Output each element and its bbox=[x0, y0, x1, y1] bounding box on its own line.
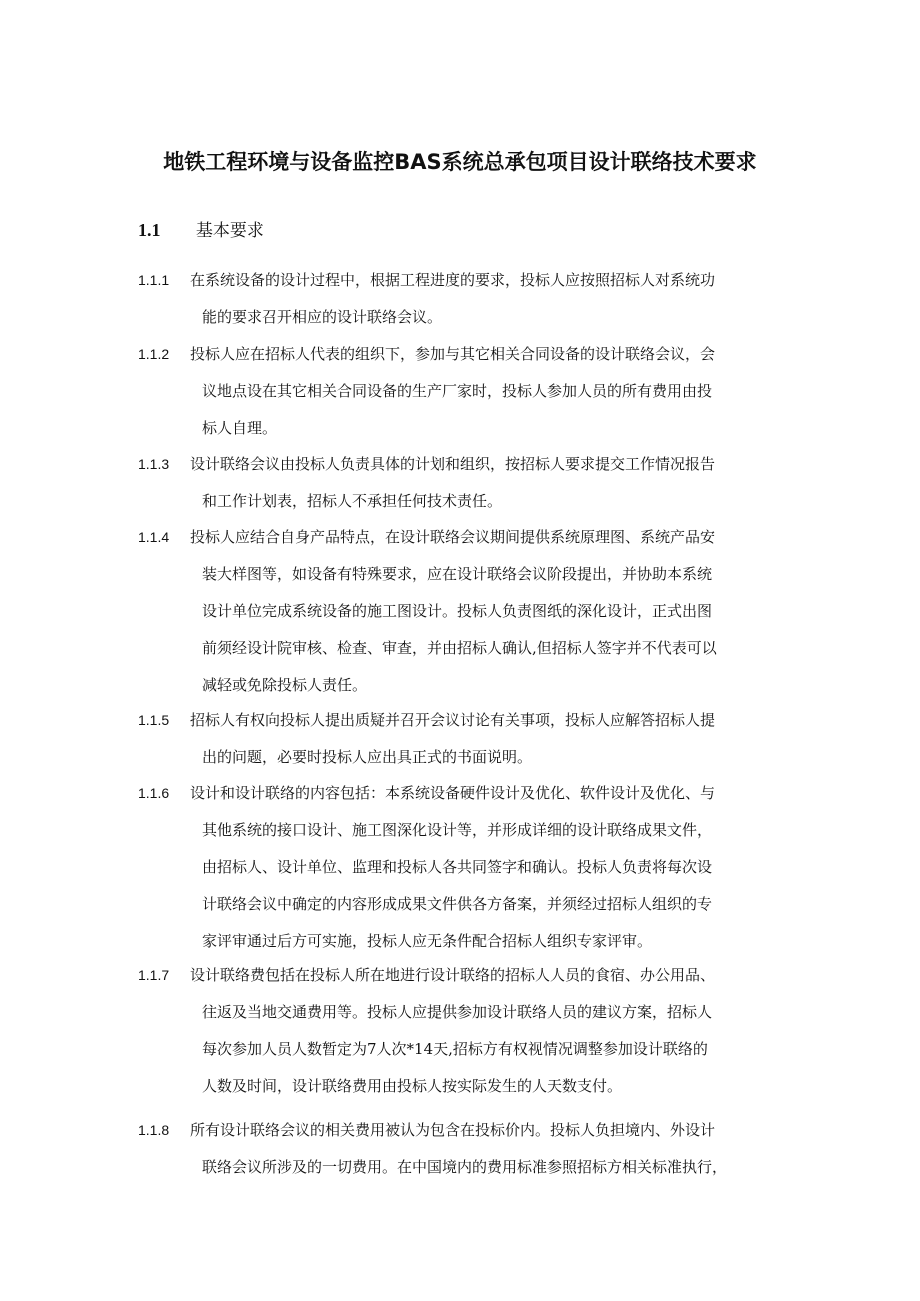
clause-line: 装大样图等，如设备有特殊要求，应在设计联络会议阶段提出，并协助本系统 bbox=[202, 565, 713, 583]
clause-line: 减轻或免除投标人责任。 bbox=[202, 676, 368, 694]
clause-line: 能的要求召开相应的设计联络会议。 bbox=[202, 308, 443, 326]
clause-line: 出的问题，必要时投标人应出具正式的书面说明。 bbox=[202, 748, 533, 766]
clause-text bbox=[138, 1112, 798, 1186]
clause-text bbox=[138, 957, 798, 1105]
section-heading bbox=[138, 216, 264, 241]
clause-line: 家评审通过后方可实施，投标人应无条件配合招标人组织专家评审。 bbox=[202, 932, 653, 950]
clause-number: 1.1.4 bbox=[138, 529, 170, 545]
section-title: 基本要求 bbox=[195, 221, 264, 241]
clause-line: 每次参加人员人数暂定为7人次*14天,招标方有权视情况调整参加设计联络的 bbox=[202, 1040, 708, 1058]
clause-line: 投标人应结合自身产品特点，在设计联络会议期间提供系统原理图、系统产品安 bbox=[190, 528, 716, 546]
clause-line: 设计联络会议由投标人负责具体的计划和组织，按招标人要求提交工作情况报告 bbox=[190, 455, 716, 473]
clause-line: 往返及当地交通费用等。投标人应提供参加设计联络人员的建议方案，招标人 bbox=[202, 1003, 713, 1021]
clause-line: 设计和设计联络的内容包括：本系统设备硬件设计及优化、软件设计及优化、与 bbox=[190, 784, 716, 802]
clause-line: 议地点设在其它相关合同设备的生产厂家时，投标人参加人员的所有费用由投 bbox=[202, 382, 713, 400]
clause-line: 由招标人、设计单位、监理和投标人各共同签字和确认。投标人负责将每次设 bbox=[202, 858, 713, 876]
document-title: 地铁工程环境与设备监控BAS系统总承包项目设计联络技术要求 bbox=[163, 150, 757, 174]
clause-text bbox=[138, 336, 798, 447]
clause-text bbox=[138, 262, 798, 336]
clause-line: 在系统设备的设计过程中，根据工程进度的要求，投标人应按照招标人对系统功 bbox=[190, 271, 716, 289]
clause-line: 前须经设计院审核、检查、审查，并由招标人确认,但招标人签字并不代表可以 bbox=[202, 639, 717, 657]
clause-text bbox=[138, 775, 798, 960]
clause-line: 其他系统的接口设计、施工图深化设计等，并形成详细的设计联络成果文件， bbox=[202, 821, 713, 839]
clause-line: 设计联络费包括在投标人所在地进行设计联络的招标人人员的食宿、办公用品、 bbox=[190, 966, 716, 984]
clause-line: 标人自理。 bbox=[202, 419, 278, 437]
clause-1-1-5 bbox=[138, 711, 798, 776]
clause-1-1-1 bbox=[138, 271, 798, 336]
clause-line: 联络会议所涉及的一切费用。在中国境内的费用标准参照招标方相关标准执行， bbox=[202, 1158, 728, 1176]
clause-line: 计联络会议中确定的内容形成成果文件供各方备案，并须经过招标人组织的专 bbox=[202, 895, 713, 913]
clause-1-1-7 bbox=[138, 966, 798, 1105]
clause-text bbox=[138, 446, 798, 520]
clause-text bbox=[138, 519, 798, 704]
clause-number: 1.1.5 bbox=[138, 712, 170, 728]
clause-1-1-6 bbox=[138, 784, 798, 960]
clause-1-1-4 bbox=[138, 528, 798, 704]
clause-1-1-8 bbox=[138, 1121, 798, 1186]
clause-number: 1.1.7 bbox=[138, 967, 170, 983]
clause-number: 1.1.2 bbox=[138, 346, 170, 362]
clause-1-1-3 bbox=[138, 455, 798, 520]
clause-line: 所有设计联络会议的相关费用被认为包含在投标价内。投标人负担境内、外设计 bbox=[190, 1121, 716, 1139]
clause-number: 1.1.1 bbox=[138, 272, 170, 288]
clause-line: 设计单位完成系统设备的施工图设计。投标人负责图纸的深化设计，正式出图 bbox=[202, 602, 713, 620]
clause-number: 1.1.3 bbox=[138, 456, 170, 472]
clause-line: 投标人应在招标人代表的组织下，参加与其它相关合同设备的设计联络会议，会 bbox=[190, 345, 716, 363]
clause-line: 人数及时间，设计联络费用由投标人按实际发生的人天数支付。 bbox=[202, 1077, 623, 1095]
clause-number: 1.1.8 bbox=[138, 1122, 170, 1138]
clause-number: 1.1.6 bbox=[138, 785, 170, 801]
clause-line: 和工作计划表，招标人不承担任何技术责任。 bbox=[202, 492, 503, 510]
section-number: 1.1 bbox=[138, 220, 161, 240]
clause-1-1-2 bbox=[138, 345, 798, 447]
clause-text bbox=[138, 702, 798, 776]
clause-line: 招标人有权向投标人提出质疑并召开会议讨论有关事项，投标人应解答招标人提 bbox=[190, 711, 716, 729]
